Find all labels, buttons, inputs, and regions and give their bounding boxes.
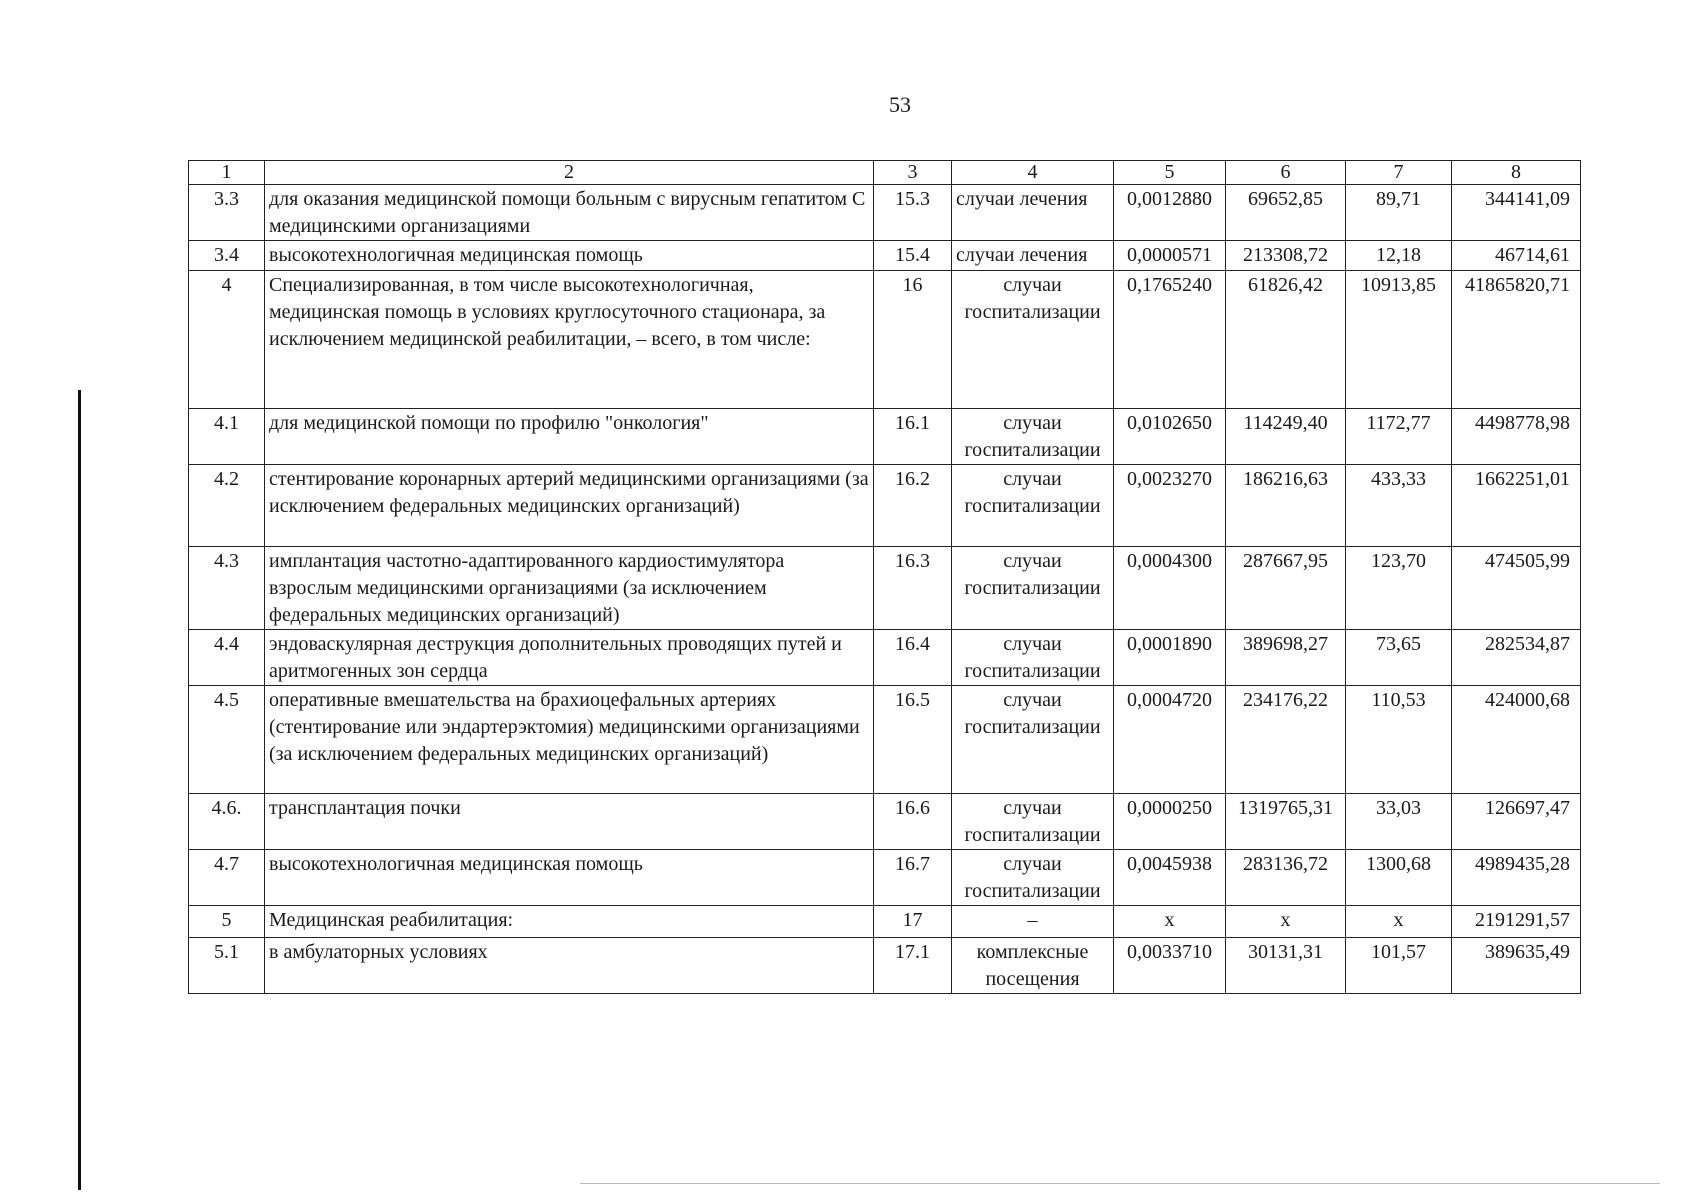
row-per-capita: 101,57 xyxy=(1346,938,1452,994)
row-name: высокотехнологичная медицинская помощь xyxy=(265,241,874,271)
row-per-capita: 110,53 xyxy=(1346,686,1452,794)
table-header-row xyxy=(189,161,1581,185)
row-cost: 287667,95 xyxy=(1226,547,1346,630)
row-total: 424000,68 xyxy=(1452,686,1581,794)
row-number: 3.4 xyxy=(189,241,265,271)
header-cell-1: 1 xyxy=(189,161,265,185)
row-line-code: 17 xyxy=(874,906,952,938)
row-total: 41865820,71 xyxy=(1452,271,1581,409)
row-line-code: 16.5 xyxy=(874,686,952,794)
row-cost: 61826,42 xyxy=(1226,271,1346,409)
row-line-code: 15.4 xyxy=(874,241,952,271)
scan-artifact-line xyxy=(580,1183,1660,1184)
row-unit: комплексные посещения xyxy=(952,938,1114,994)
table-row xyxy=(189,906,1581,938)
row-line-code: 16 xyxy=(874,271,952,409)
row-per-capita: 33,03 xyxy=(1346,794,1452,850)
row-per-capita: 89,71 xyxy=(1346,185,1452,241)
header-cell-2: 2 xyxy=(265,161,874,185)
row-name: Специализированная, в том числе высокотехнологичная, медицинская помощь в условиях круглосуточного стационара, за исключением медицинской реабилитации, – всего, в том числе: xyxy=(265,271,874,409)
row-norm: 0,0001890 xyxy=(1114,630,1226,686)
row-unit: случаи госпитализации xyxy=(952,271,1114,409)
row-name: Медицинская реабилитация: xyxy=(265,906,874,938)
row-name: в амбулаторных условиях xyxy=(265,938,874,994)
data-table-container xyxy=(188,160,1580,994)
row-norm: 0,0102650 xyxy=(1114,409,1226,465)
row-cost: 30131,31 xyxy=(1226,938,1346,994)
row-cost: 213308,72 xyxy=(1226,241,1346,271)
row-unit: случаи госпитализации xyxy=(952,630,1114,686)
row-name: высокотехнологичная медицинская помощь xyxy=(265,850,874,906)
row-norm: 0,0000571 xyxy=(1114,241,1226,271)
row-cost: 1319765,31 xyxy=(1226,794,1346,850)
page-number: 53 xyxy=(889,92,911,117)
row-cost: 114249,40 xyxy=(1226,409,1346,465)
table-row xyxy=(189,409,1581,465)
table-row xyxy=(189,850,1581,906)
header-cell-8: 8 xyxy=(1452,161,1581,185)
row-number: 4.2 xyxy=(189,465,265,547)
row-name: для медицинской помощи по профилю "онкология" xyxy=(265,409,874,465)
row-line-code: 15.3 xyxy=(874,185,952,241)
row-norm: 0,0004300 xyxy=(1114,547,1226,630)
row-total: 2191291,57 xyxy=(1452,906,1581,938)
row-per-capita: 123,70 xyxy=(1346,547,1452,630)
row-unit: случаи госпитализации xyxy=(952,409,1114,465)
table-row xyxy=(189,271,1581,409)
row-per-capita: 10913,85 xyxy=(1346,271,1452,409)
row-total: 126697,47 xyxy=(1452,794,1581,850)
table-row xyxy=(189,185,1581,241)
row-norm: 0,0045938 xyxy=(1114,850,1226,906)
row-line-code: 16.1 xyxy=(874,409,952,465)
row-name: трансплантация почки xyxy=(265,794,874,850)
row-unit: случаи госпитализации xyxy=(952,794,1114,850)
row-cost: 186216,63 xyxy=(1226,465,1346,547)
row-total: 4989435,28 xyxy=(1452,850,1581,906)
row-total: 282534,87 xyxy=(1452,630,1581,686)
row-line-code: 16.6 xyxy=(874,794,952,850)
header-cell-7: 7 xyxy=(1346,161,1452,185)
row-line-code: 16.2 xyxy=(874,465,952,547)
row-line-code: 16.3 xyxy=(874,547,952,630)
header-cell-5: 5 xyxy=(1114,161,1226,185)
table-row xyxy=(189,794,1581,850)
row-total: 344141,09 xyxy=(1452,185,1581,241)
row-name: оперативные вмешательства на брахиоцефальных артериях (стентирование или эндартерэктомия) медицинскими организациями (за исключением федеральных медицинских организаций) xyxy=(265,686,874,794)
header-cell-4: 4 xyxy=(952,161,1114,185)
row-number: 5 xyxy=(189,906,265,938)
table-row xyxy=(189,547,1581,630)
row-unit: случаи госпитализации xyxy=(952,465,1114,547)
row-norm: 0,0023270 xyxy=(1114,465,1226,547)
row-total: 1662251,01 xyxy=(1452,465,1581,547)
row-norm: 0,0012880 xyxy=(1114,185,1226,241)
data-table xyxy=(188,160,1581,994)
row-number: 4.3 xyxy=(189,547,265,630)
row-unit: случаи госпитализации xyxy=(952,547,1114,630)
row-unit: случаи лечения xyxy=(952,185,1114,241)
row-line-code: 16.4 xyxy=(874,630,952,686)
row-unit: случаи госпитализации xyxy=(952,850,1114,906)
table-row xyxy=(189,630,1581,686)
row-per-capita: 12,18 xyxy=(1346,241,1452,271)
row-number: 4 xyxy=(189,271,265,409)
row-norm: 0,0000250 xyxy=(1114,794,1226,850)
row-total: 46714,61 xyxy=(1452,241,1581,271)
row-per-capita: 433,33 xyxy=(1346,465,1452,547)
table-row xyxy=(189,465,1581,547)
table-row xyxy=(189,241,1581,271)
row-number: 5.1 xyxy=(189,938,265,994)
row-name: эндоваскулярная деструкция дополнительных проводящих путей и аритмогенных зон сердца xyxy=(265,630,874,686)
row-name: имплантация частотно-адаптированного кардиостимулятора взрослым медицинскими организациями (за исключением федеральных медицинских организаций) xyxy=(265,547,874,630)
row-number: 3.3 xyxy=(189,185,265,241)
row-per-capita: х xyxy=(1346,906,1452,938)
row-number: 4.1 xyxy=(189,409,265,465)
row-number: 4.7 xyxy=(189,850,265,906)
table-row xyxy=(189,686,1581,794)
row-cost: 389698,27 xyxy=(1226,630,1346,686)
scan-edge-bar xyxy=(78,390,81,1190)
row-norm: 0,1765240 xyxy=(1114,271,1226,409)
row-name: стентирование коронарных артерий медицинскими организациями (за исключением федеральных медицинских организаций) xyxy=(265,465,874,547)
row-name: для оказания медицинской помощи больным с вирусным гепатитом С медицинскими организациями xyxy=(265,185,874,241)
row-unit: случаи госпитализации xyxy=(952,686,1114,794)
row-cost: 69652,85 xyxy=(1226,185,1346,241)
row-cost: 283136,72 xyxy=(1226,850,1346,906)
row-unit: случаи лечения xyxy=(952,241,1114,271)
row-norm: 0,0004720 xyxy=(1114,686,1226,794)
row-total: 389635,49 xyxy=(1452,938,1581,994)
row-cost: 234176,22 xyxy=(1226,686,1346,794)
row-per-capita: 1300,68 xyxy=(1346,850,1452,906)
row-unit: – xyxy=(952,906,1114,938)
row-total: 474505,99 xyxy=(1452,547,1581,630)
row-line-code: 17.1 xyxy=(874,938,952,994)
row-cost: х xyxy=(1226,906,1346,938)
row-per-capita: 1172,77 xyxy=(1346,409,1452,465)
header-cell-6: 6 xyxy=(1226,161,1346,185)
row-per-capita: 73,65 xyxy=(1346,630,1452,686)
row-number: 4.6. xyxy=(189,794,265,850)
row-norm: 0,0033710 xyxy=(1114,938,1226,994)
row-number: 4.5 xyxy=(189,686,265,794)
table-row xyxy=(189,938,1581,994)
row-total: 4498778,98 xyxy=(1452,409,1581,465)
row-line-code: 16.7 xyxy=(874,850,952,906)
header-cell-3: 3 xyxy=(874,161,952,185)
row-number: 4.4 xyxy=(189,630,265,686)
row-norm: х xyxy=(1114,906,1226,938)
